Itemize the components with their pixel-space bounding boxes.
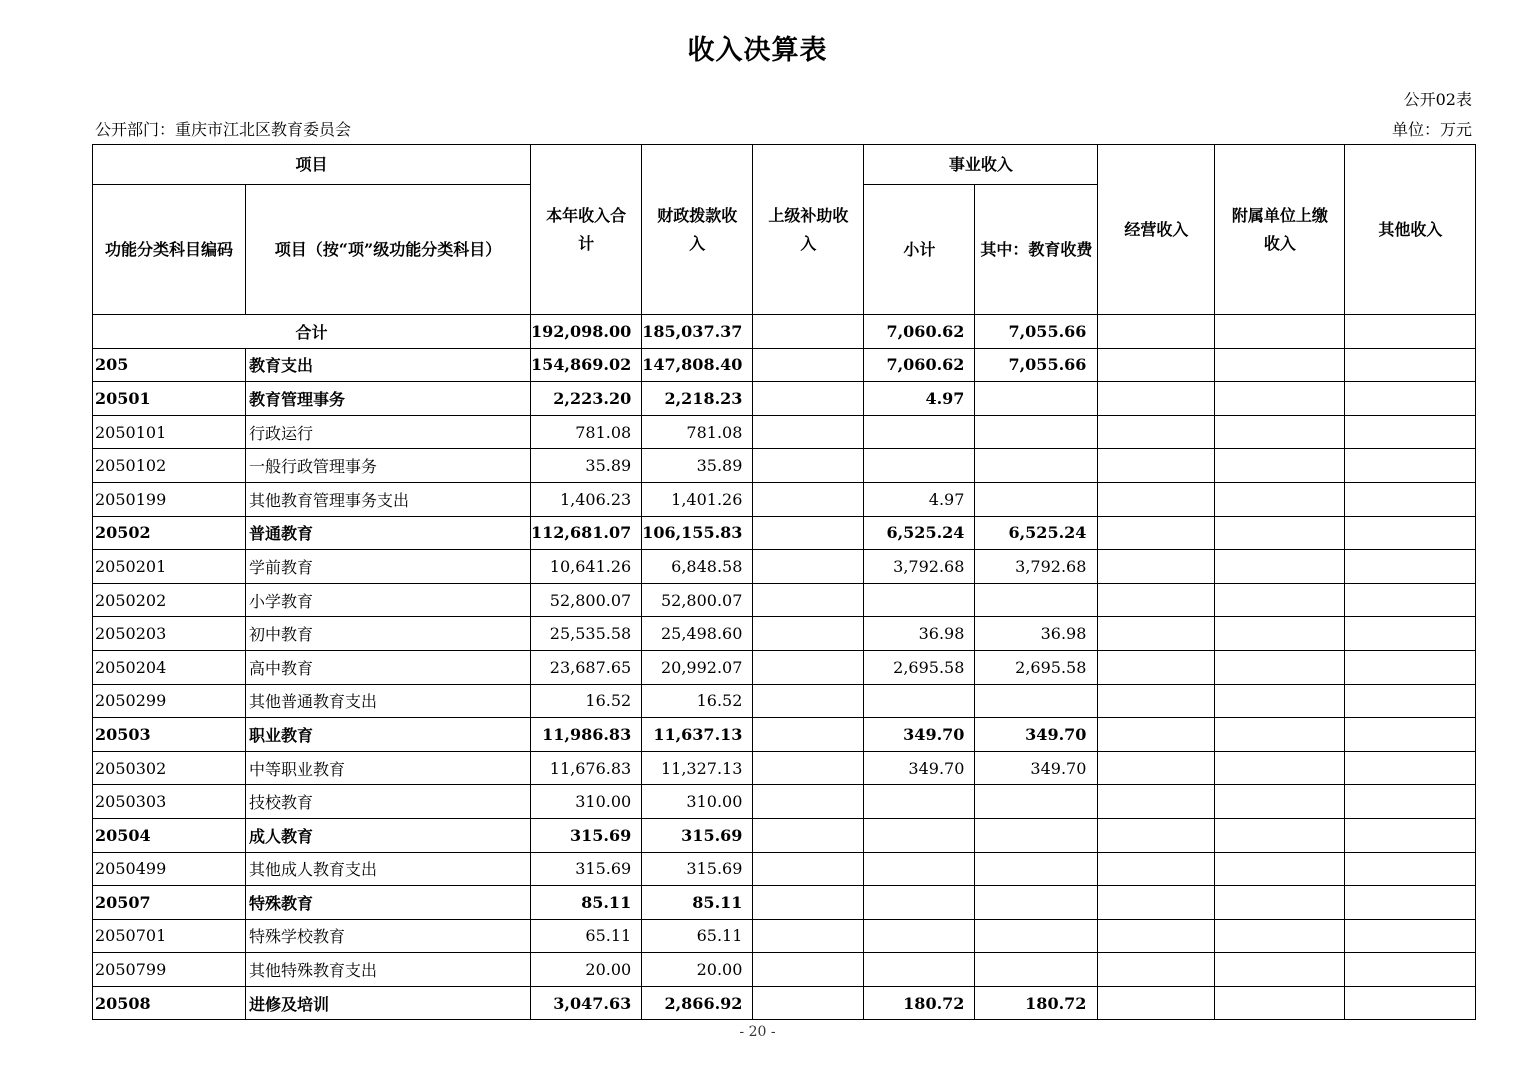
- row-total-income: 2,223.20: [531, 382, 642, 416]
- row-total-income: 10,641.26: [531, 550, 642, 584]
- row-subtotal: 4.97: [864, 482, 975, 516]
- row-affiliated: [1215, 550, 1345, 584]
- row-edu-fee: 6,525.24: [975, 516, 1098, 550]
- table-row: [93, 718, 1476, 752]
- unit-label: 单位：万元: [1391, 120, 1472, 139]
- row-code: 2050303: [93, 785, 246, 819]
- row-edu-fee: [975, 785, 1098, 819]
- row-total-income: 35.89: [531, 449, 642, 483]
- row-edu-fee: 180.72: [975, 986, 1098, 1020]
- row-subtotal: 349.70: [864, 751, 975, 785]
- row-operating: [1098, 785, 1215, 819]
- total-subtotal: 7,060.62: [864, 315, 975, 349]
- row-fiscal: 20.00: [642, 953, 753, 987]
- row-total-income: 1,406.23: [531, 482, 642, 516]
- row-code: 2050302: [93, 751, 246, 785]
- row-other: [1345, 348, 1476, 382]
- row-total-income: 20.00: [531, 953, 642, 987]
- row-subtotal: [864, 953, 975, 987]
- row-code: 205: [93, 348, 246, 382]
- row-total-income: 3,047.63: [531, 986, 642, 1020]
- row-superior-subsidy: [753, 348, 864, 382]
- row-total-income: 11,676.83: [531, 751, 642, 785]
- total-row: [93, 315, 1476, 349]
- row-total-income: 315.69: [531, 852, 642, 886]
- table-header: [93, 145, 1476, 315]
- row-code: 2050102: [93, 449, 246, 483]
- row-name: 进修及培训: [246, 986, 531, 1020]
- row-edu-fee: 36.98: [975, 617, 1098, 651]
- row-operating: [1098, 617, 1215, 651]
- row-affiliated: [1215, 818, 1345, 852]
- row-edu-fee: [975, 482, 1098, 516]
- row-affiliated: [1215, 751, 1345, 785]
- row-code: 20508: [93, 986, 246, 1020]
- row-superior-subsidy: [753, 550, 864, 584]
- row-code: 2050701: [93, 919, 246, 953]
- department-label: 公开部门：重庆市江北区教育委员会: [95, 120, 352, 139]
- row-code: 2050201: [93, 550, 246, 584]
- row-subtotal: [864, 684, 975, 718]
- row-code: 2050499: [93, 852, 246, 886]
- row-code: 2050203: [93, 617, 246, 651]
- row-other: [1345, 382, 1476, 416]
- row-subtotal: [864, 449, 975, 483]
- row-total-income: 23,687.65: [531, 650, 642, 684]
- row-code: 20507: [93, 886, 246, 920]
- header-code: 功能分类科目编码: [93, 185, 246, 315]
- row-affiliated: [1215, 986, 1345, 1020]
- row-affiliated: [1215, 919, 1345, 953]
- row-fiscal: 147,808.40: [642, 348, 753, 382]
- row-total-income: 315.69: [531, 818, 642, 852]
- row-name: 行政运行: [246, 415, 531, 449]
- table-row: [93, 953, 1476, 987]
- row-edu-fee: [975, 449, 1098, 483]
- total-other: [1345, 315, 1476, 349]
- header-other: 其他收入: [1345, 145, 1476, 315]
- row-superior-subsidy: [753, 718, 864, 752]
- row-affiliated: [1215, 348, 1345, 382]
- row-name: 特殊学校教育: [246, 919, 531, 953]
- table-row: [93, 449, 1476, 483]
- table-row: [93, 415, 1476, 449]
- row-name: 其他普通教育支出: [246, 684, 531, 718]
- row-operating: [1098, 718, 1215, 752]
- row-superior-subsidy: [753, 953, 864, 987]
- row-fiscal: 2,218.23: [642, 382, 753, 416]
- row-edu-fee: [975, 684, 1098, 718]
- row-superior-subsidy: [753, 684, 864, 718]
- form-number: 公开02表: [1403, 90, 1472, 109]
- row-total-income: 16.52: [531, 684, 642, 718]
- header-edu-fee: 其中：教育收费: [975, 185, 1098, 315]
- table-row: [93, 919, 1476, 953]
- table-row: [93, 650, 1476, 684]
- row-affiliated: [1215, 415, 1345, 449]
- header-total-income: 本年收入合计: [531, 145, 642, 315]
- row-other: [1345, 617, 1476, 651]
- row-operating: [1098, 550, 1215, 584]
- row-affiliated: [1215, 583, 1345, 617]
- row-affiliated: [1215, 684, 1345, 718]
- table-row: [93, 617, 1476, 651]
- row-total-income: 85.11: [531, 886, 642, 920]
- total-label: 合计: [93, 315, 531, 349]
- total-affiliated: [1215, 315, 1345, 349]
- row-other: [1345, 583, 1476, 617]
- row-fiscal: 781.08: [642, 415, 753, 449]
- row-subtotal: 2,695.58: [864, 650, 975, 684]
- page-title: 收入决算表: [687, 35, 828, 66]
- row-superior-subsidy: [753, 986, 864, 1020]
- row-subtotal: 7,060.62: [864, 348, 975, 382]
- row-superior-subsidy: [753, 449, 864, 483]
- row-other: [1345, 650, 1476, 684]
- table-row: [93, 516, 1476, 550]
- row-edu-fee: [975, 953, 1098, 987]
- row-total-income: 310.00: [531, 785, 642, 819]
- header-superior-subsidy: 上级补助收入: [753, 145, 864, 315]
- row-superior-subsidy: [753, 382, 864, 416]
- row-edu-fee: 3,792.68: [975, 550, 1098, 584]
- row-code: 2050204: [93, 650, 246, 684]
- row-other: [1345, 449, 1476, 483]
- table-row: [93, 382, 1476, 416]
- row-fiscal: 16.52: [642, 684, 753, 718]
- row-fiscal: 315.69: [642, 818, 753, 852]
- row-fiscal: 310.00: [642, 785, 753, 819]
- row-affiliated: [1215, 617, 1345, 651]
- row-operating: [1098, 449, 1215, 483]
- row-operating: [1098, 348, 1215, 382]
- row-name: 其他特殊教育支出: [246, 953, 531, 987]
- header-operating: 经营收入: [1098, 145, 1215, 315]
- row-operating: [1098, 650, 1215, 684]
- row-name: 学前教育: [246, 550, 531, 584]
- row-edu-fee: [975, 818, 1098, 852]
- row-operating: [1098, 919, 1215, 953]
- row-name: 成人教育: [246, 818, 531, 852]
- page-number: - 20 -: [739, 1024, 776, 1040]
- row-fiscal: 25,498.60: [642, 617, 753, 651]
- row-operating: [1098, 818, 1215, 852]
- row-other: [1345, 718, 1476, 752]
- total-total-income: 192,098.00: [531, 315, 642, 349]
- row-edu-fee: [975, 886, 1098, 920]
- row-superior-subsidy: [753, 818, 864, 852]
- row-subtotal: [864, 818, 975, 852]
- row-operating: [1098, 886, 1215, 920]
- row-name: 一般行政管理事务: [246, 449, 531, 483]
- row-code: 2050799: [93, 953, 246, 987]
- row-code: 2050299: [93, 684, 246, 718]
- row-subtotal: 36.98: [864, 617, 975, 651]
- table-row: [93, 986, 1476, 1020]
- row-code: 2050101: [93, 415, 246, 449]
- row-fiscal: 315.69: [642, 852, 753, 886]
- total-edu-fee: 7,055.66: [975, 315, 1098, 349]
- row-superior-subsidy: [753, 650, 864, 684]
- row-operating: [1098, 583, 1215, 617]
- row-edu-fee: [975, 919, 1098, 953]
- row-other: [1345, 986, 1476, 1020]
- row-affiliated: [1215, 482, 1345, 516]
- row-other: [1345, 482, 1476, 516]
- row-other: [1345, 550, 1476, 584]
- row-name: 其他教育管理事务支出: [246, 482, 531, 516]
- row-edu-fee: [975, 382, 1098, 416]
- row-subtotal: [864, 583, 975, 617]
- table-row: [93, 550, 1476, 584]
- table-row: [93, 818, 1476, 852]
- row-edu-fee: 349.70: [975, 718, 1098, 752]
- row-other: [1345, 415, 1476, 449]
- row-operating: [1098, 986, 1215, 1020]
- row-edu-fee: [975, 583, 1098, 617]
- table-row: [93, 751, 1476, 785]
- row-other: [1345, 886, 1476, 920]
- row-superior-subsidy: [753, 516, 864, 550]
- row-edu-fee: 2,695.58: [975, 650, 1098, 684]
- row-superior-subsidy: [753, 852, 864, 886]
- row-affiliated: [1215, 852, 1345, 886]
- row-superior-subsidy: [753, 785, 864, 819]
- row-code: 20501: [93, 382, 246, 416]
- header-business-group: 事业收入: [864, 145, 1098, 185]
- row-operating: [1098, 953, 1215, 987]
- row-edu-fee: [975, 415, 1098, 449]
- table-row: [93, 348, 1476, 382]
- row-total-income: 154,869.02: [531, 348, 642, 382]
- row-affiliated: [1215, 516, 1345, 550]
- row-affiliated: [1215, 953, 1345, 987]
- row-name: 其他成人教育支出: [246, 852, 531, 886]
- table-row: [93, 482, 1476, 516]
- row-subtotal: [864, 415, 975, 449]
- row-subtotal: 180.72: [864, 986, 975, 1020]
- total-superior-subsidy: [753, 315, 864, 349]
- row-other: [1345, 684, 1476, 718]
- row-code: 20503: [93, 718, 246, 752]
- income-table: [92, 144, 1476, 1020]
- row-superior-subsidy: [753, 751, 864, 785]
- row-fiscal: 1,401.26: [642, 482, 753, 516]
- header-affiliated: 附属单位上缴收入: [1215, 145, 1345, 315]
- row-operating: [1098, 516, 1215, 550]
- row-total-income: 52,800.07: [531, 583, 642, 617]
- table-body: [93, 315, 1476, 1020]
- row-other: [1345, 852, 1476, 886]
- row-operating: [1098, 482, 1215, 516]
- row-fiscal: 6,848.58: [642, 550, 753, 584]
- row-subtotal: [864, 886, 975, 920]
- row-subtotal: 6,525.24: [864, 516, 975, 550]
- row-name: 教育管理事务: [246, 382, 531, 416]
- row-other: [1345, 919, 1476, 953]
- row-superior-subsidy: [753, 583, 864, 617]
- row-fiscal: 85.11: [642, 886, 753, 920]
- row-name: 高中教育: [246, 650, 531, 684]
- row-operating: [1098, 415, 1215, 449]
- row-operating: [1098, 382, 1215, 416]
- row-other: [1345, 751, 1476, 785]
- row-name: 初中教育: [246, 617, 531, 651]
- row-fiscal: 35.89: [642, 449, 753, 483]
- row-name: 小学教育: [246, 583, 531, 617]
- row-subtotal: 3,792.68: [864, 550, 975, 584]
- row-other: [1345, 818, 1476, 852]
- row-name: 职业教育: [246, 718, 531, 752]
- row-affiliated: [1215, 718, 1345, 752]
- row-superior-subsidy: [753, 482, 864, 516]
- row-operating: [1098, 751, 1215, 785]
- row-other: [1345, 953, 1476, 987]
- row-fiscal: 65.11: [642, 919, 753, 953]
- row-fiscal: 52,800.07: [642, 583, 753, 617]
- row-name: 特殊教育: [246, 886, 531, 920]
- table-row: [93, 852, 1476, 886]
- row-operating: [1098, 684, 1215, 718]
- row-fiscal: 11,327.13: [642, 751, 753, 785]
- row-fiscal: 106,155.83: [642, 516, 753, 550]
- header-project-group: 项目: [93, 145, 531, 185]
- row-name: 中等职业教育: [246, 751, 531, 785]
- row-other: [1345, 516, 1476, 550]
- row-edu-fee: [975, 852, 1098, 886]
- row-subtotal: [864, 852, 975, 886]
- table-row: [93, 886, 1476, 920]
- total-operating: [1098, 315, 1215, 349]
- row-fiscal: 2,866.92: [642, 986, 753, 1020]
- row-affiliated: [1215, 449, 1345, 483]
- header-subtotal: 小计: [864, 185, 975, 315]
- row-code: 2050199: [93, 482, 246, 516]
- row-name: 技校教育: [246, 785, 531, 819]
- row-edu-fee: 7,055.66: [975, 348, 1098, 382]
- row-operating: [1098, 852, 1215, 886]
- row-affiliated: [1215, 650, 1345, 684]
- row-subtotal: [864, 919, 975, 953]
- header-name: 项目（按“项”级功能分类科目）: [246, 185, 531, 315]
- row-superior-subsidy: [753, 617, 864, 651]
- table-row: [93, 684, 1476, 718]
- row-fiscal: 20,992.07: [642, 650, 753, 684]
- row-superior-subsidy: [753, 415, 864, 449]
- row-name: 普通教育: [246, 516, 531, 550]
- row-total-income: 11,986.83: [531, 718, 642, 752]
- row-fiscal: 11,637.13: [642, 718, 753, 752]
- row-total-income: 781.08: [531, 415, 642, 449]
- row-affiliated: [1215, 785, 1345, 819]
- table-row: [93, 785, 1476, 819]
- row-code: 2050202: [93, 583, 246, 617]
- row-subtotal: [864, 785, 975, 819]
- row-code: 20502: [93, 516, 246, 550]
- row-total-income: 25,535.58: [531, 617, 642, 651]
- row-name: 教育支出: [246, 348, 531, 382]
- row-total-income: 65.11: [531, 919, 642, 953]
- row-superior-subsidy: [753, 886, 864, 920]
- row-subtotal: 349.70: [864, 718, 975, 752]
- header-fiscal: 财政拨款收入: [642, 145, 753, 315]
- row-affiliated: [1215, 382, 1345, 416]
- row-edu-fee: 349.70: [975, 751, 1098, 785]
- row-subtotal: 4.97: [864, 382, 975, 416]
- row-code: 20504: [93, 818, 246, 852]
- table-row: [93, 583, 1476, 617]
- row-affiliated: [1215, 886, 1345, 920]
- row-total-income: 112,681.07: [531, 516, 642, 550]
- total-fiscal: 185,037.37: [642, 315, 753, 349]
- row-superior-subsidy: [753, 919, 864, 953]
- row-other: [1345, 785, 1476, 819]
